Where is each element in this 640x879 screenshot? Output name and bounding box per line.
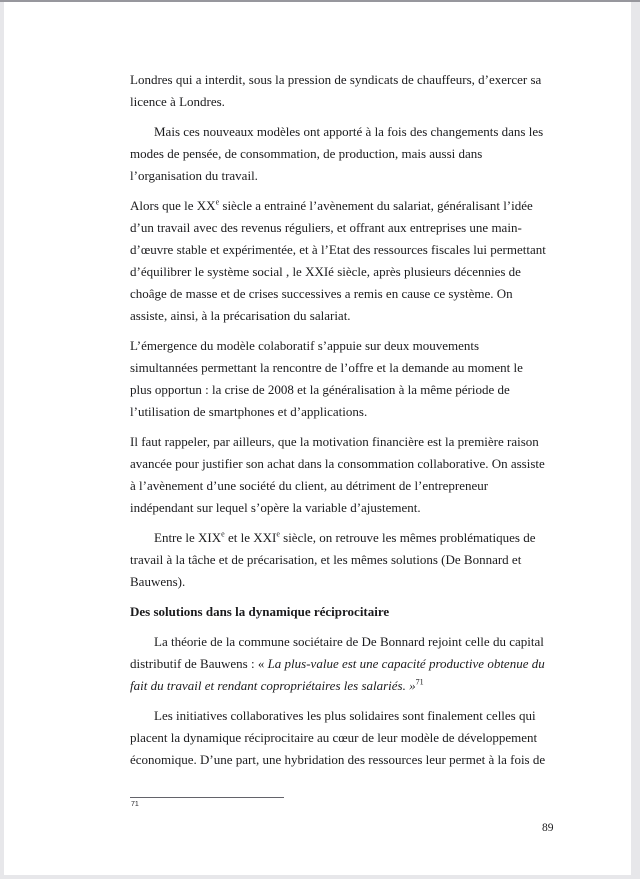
document-page bbox=[4, 2, 631, 875]
page-body-text bbox=[130, 69, 547, 779]
text-run: siècle a entrainé l’avènement du salariat, généralisant l’idée d’un travail avec des revenus réguliers, et offrant aux entreprises une main-d’œuvre stable et expérimentée, et à l’Etat des ressources fiscales lui permettant d’équilibrer le système social , le XXIé siècle, après plusieurs décennies de choâge de masse et de crises successives a remis en cause ce système. On assiste, ainsi, à la précarisation du salariat. bbox=[130, 198, 546, 323]
text-run: L’émergence du modèle colaboratif s’appuie sur deux mouvements simultannées permettant la rencontre de l’offre et la demande au moment le plus opportun : la crise de 2008 et la généralisation à la même période de l’utilisation de smartphones et d’applications. bbox=[130, 338, 523, 419]
paragraph bbox=[130, 335, 547, 423]
footnote-separator bbox=[130, 797, 284, 798]
text-run: et le XXI bbox=[224, 530, 277, 545]
text-run: Mais ces nouveaux modèles ont apporté à la fois des changements dans les modes de pensée, de consommation, de production, mais aussi dans l’organisation du travail. bbox=[130, 124, 544, 183]
paragraph bbox=[130, 69, 547, 113]
text-run: La plus-value est une capacité productive obtenue du fait du travail et rendant copropriétaires les salariés. » bbox=[130, 656, 545, 693]
superscript-run: e bbox=[221, 529, 225, 539]
superscript-run: e bbox=[215, 197, 220, 207]
text-run: siècle, on retrouve les mêmes problématiques de travail à la tâche et de précarisation, et les mêmes solutions (De Bonnard et Bauwens). bbox=[130, 530, 536, 589]
text-run: Entre le XIX bbox=[154, 530, 222, 545]
text-run: Les initiatives collaboratives les plus solidaires sont finalement celles qui placent la dynamique réciprocitaire au cœur de leur modèle de développement économique. D’une part, une hybridation des ressources leur permet à la fois de bbox=[130, 708, 546, 767]
superscript-run: e bbox=[276, 529, 280, 539]
footnote-marker: 71 bbox=[131, 801, 139, 808]
paragraph bbox=[130, 705, 547, 771]
superscript-run: 71 bbox=[415, 677, 424, 687]
paragraph bbox=[130, 121, 547, 187]
paragraph bbox=[130, 631, 547, 697]
text-run: Londres qui a interdit, sous la pression de syndicats de chauffeurs, d’exercer sa licence à Londres. bbox=[130, 72, 542, 109]
section-heading bbox=[130, 601, 547, 623]
paragraph bbox=[130, 195, 547, 327]
page-number: 89 bbox=[542, 822, 554, 834]
paragraph bbox=[130, 431, 547, 519]
text-run: Alors que le XX bbox=[130, 198, 216, 213]
paragraph bbox=[130, 527, 547, 593]
text-run: Des solutions dans la dynamique réciprocitaire bbox=[130, 604, 390, 619]
text-run: La théorie de la commune sociétaire de De Bonnard rejoint celle du capital distributif de Bauwens : « bbox=[130, 634, 544, 671]
text-run: Il faut rappeler, par ailleurs, que la motivation financière est la première raison avancée pour justifier son achat dans la consommation collaborative. On assiste à l’avènement d’une société du client, au détriment de l’entrepreneur indépendant sur lequel s’opère la variable d’ajustement. bbox=[130, 434, 545, 515]
